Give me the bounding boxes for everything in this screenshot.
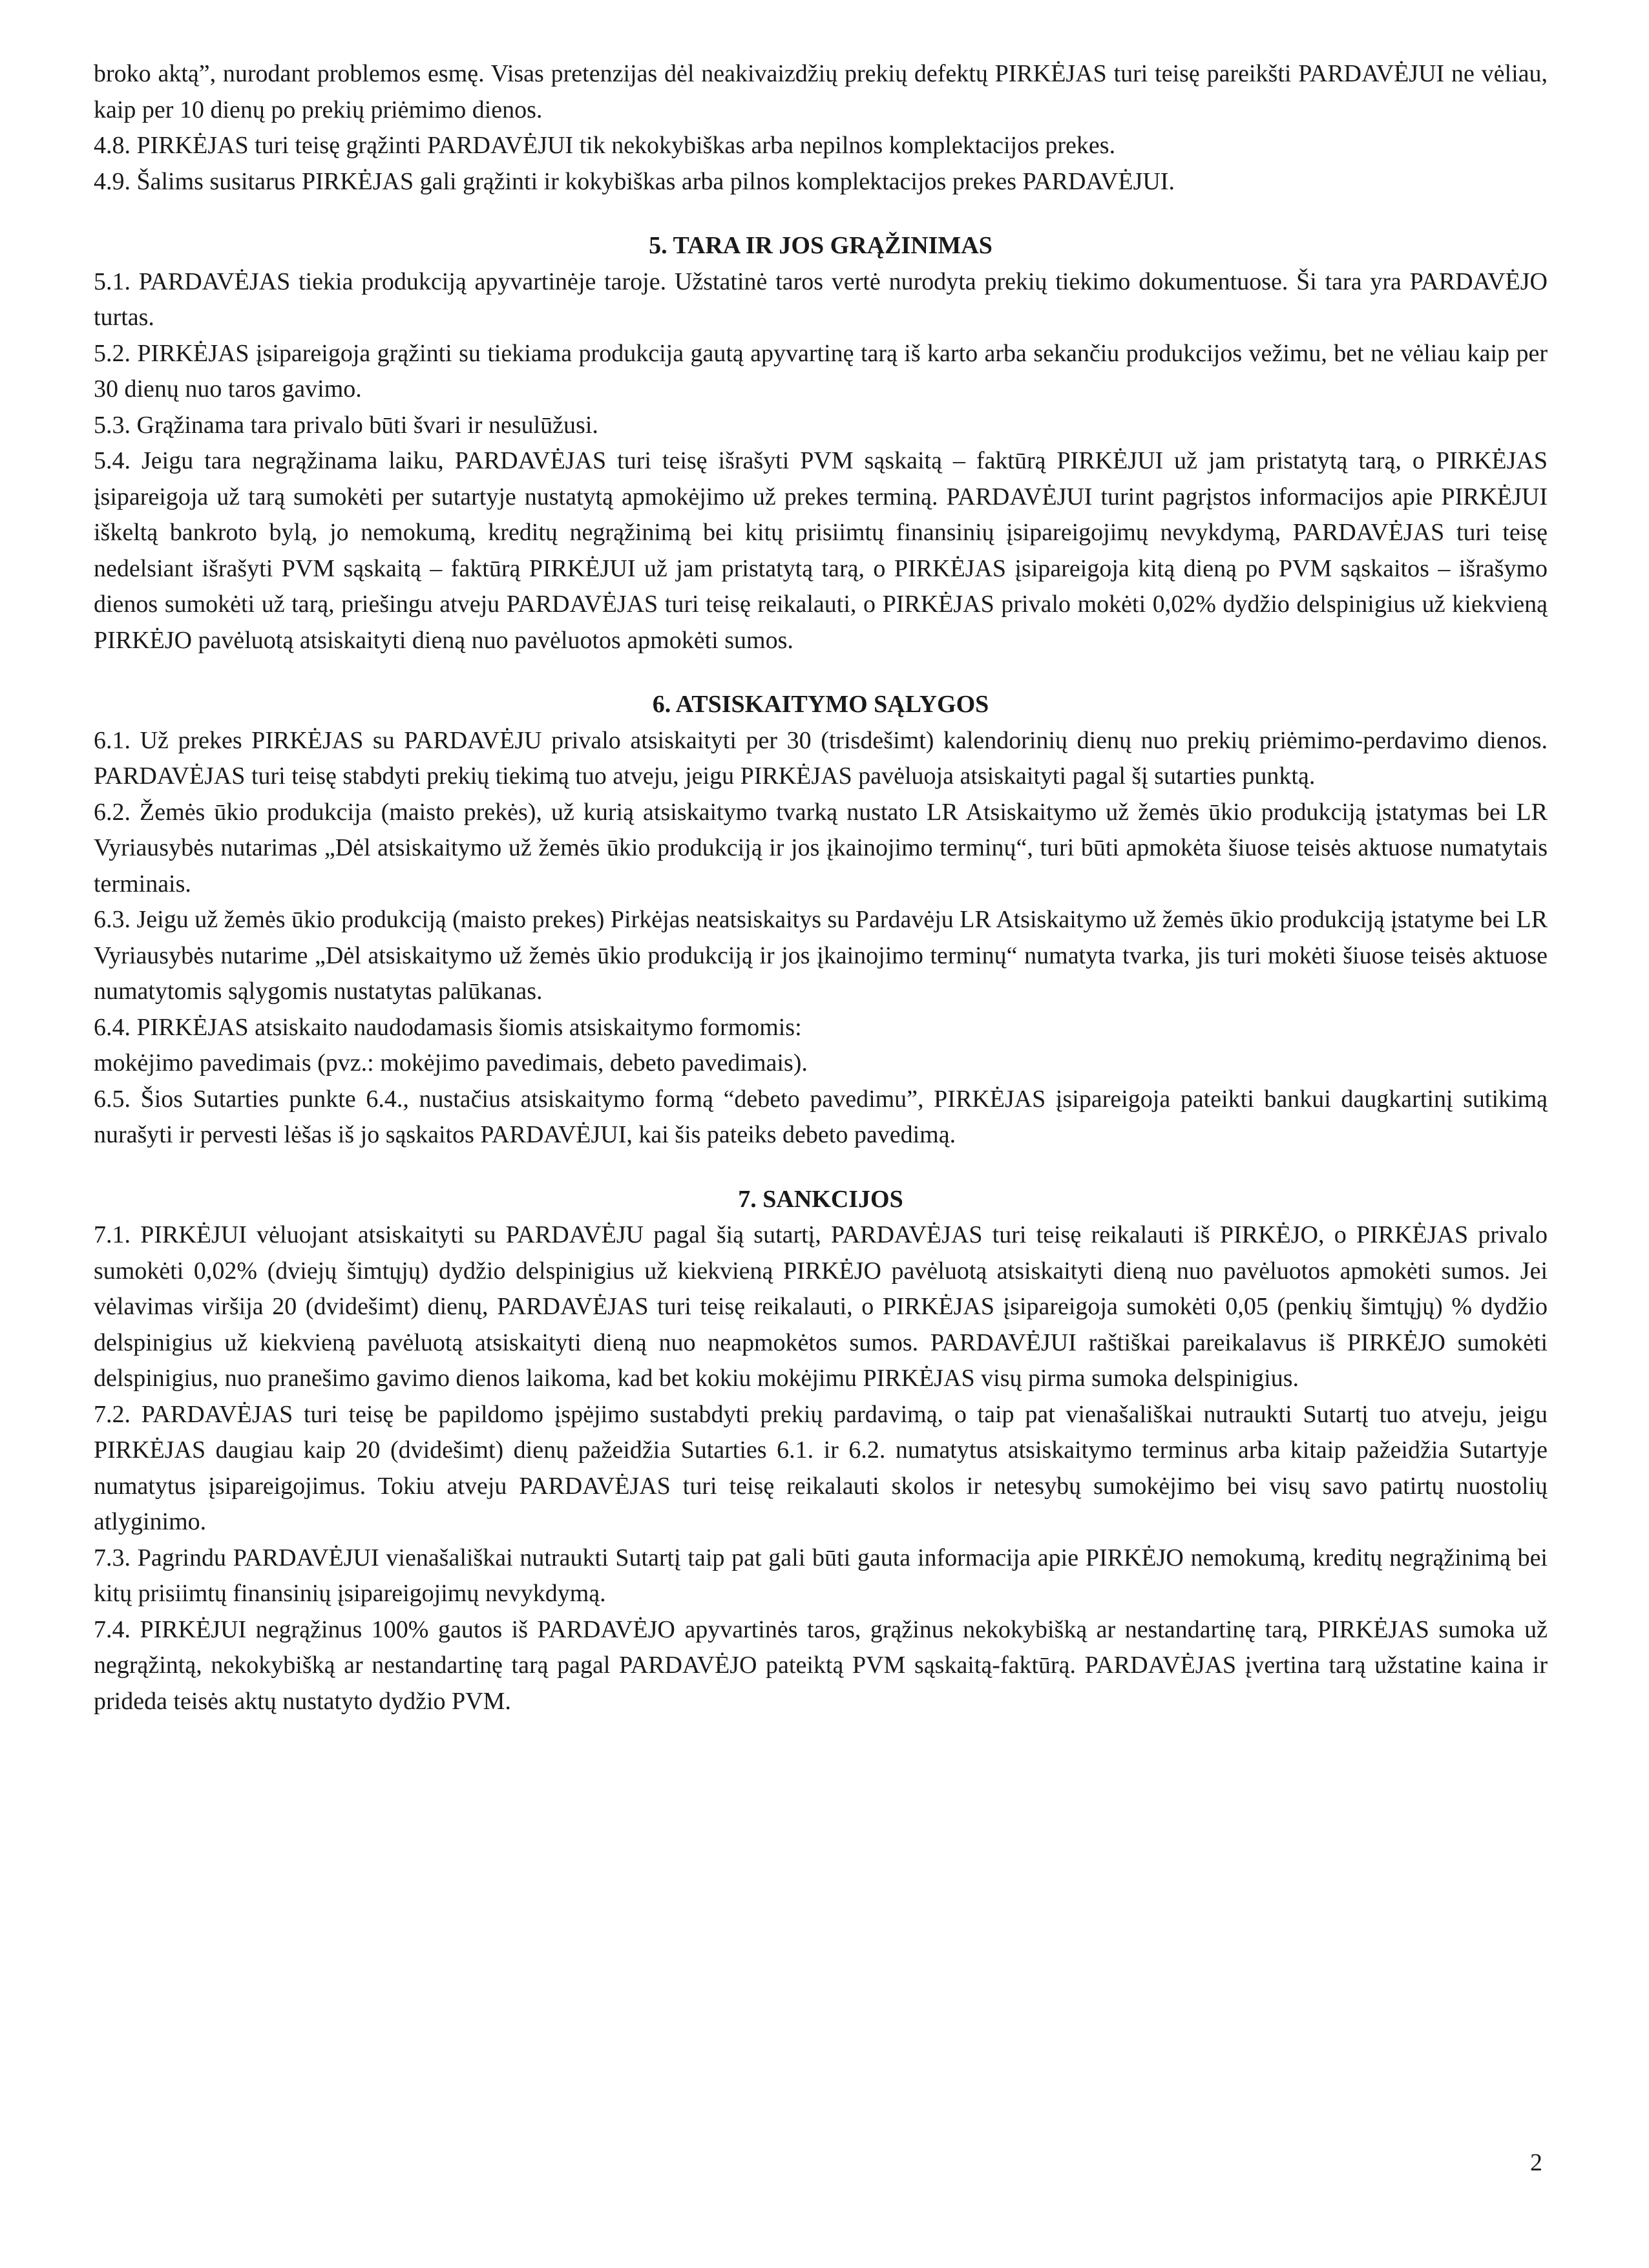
paragraph-7-1: 7.1. PIRKĖJUI vėluojant atsiskaityti su PARDAVĖJU pagal šią sutartį, PARDAVĖJAS turi teisę reikalauti iš PIRKĖJO, o PIRKĖJAS privalo sumokėti 0,02% (dviejų šimtųjų) dydžio delspinigius už kiekvieną PIRKĖJO pavėluotą atsiskaityti dieną nuo pavėluotos apmokėti sumos. Jei vėlavimas viršija 20 (dvidešimt) dienų, PARDAVĖJAS turi teisę reikalauti, o PIRKĖJAS įsipareigoja sumokėti 0,05 (penkių šimtųjų) % dydžio delspinigius už kiekvieną pavėluotą atsiskaityti dieną nuo neapmokėtos sumos. PARDAVĖJUI raštiškai pareikalavus iš PIRKĖJO sumokėti delspinigius, nuo pranešimo gavimo dienos laikoma, kad bet kokiu mokėjimu PIRKĖJAS visų pirma sumoka delspinigius. xyxy=(94,1221,1548,1392)
paragraph-5-2: 5.2. PIRKĖJAS įsipareigoja grąžinti su tiekiama produkcija gautą apyvartinę tarą iš karto arba sekančiu produkcijos vežimu, bet ne vėliau kaip per 30 dienų nuo taros gavimo. xyxy=(94,339,1548,403)
paragraph-5-4: 5.4. Jeigu tara negrąžinama laiku, PARDAVĖJAS turi teisę išrašyti PVM sąskaitą – faktūrą PIRKĖJUI už jam pristatytą tarą, o PIRKĖJAS įsipareigoja už tarą sumokėti per sutartyje nustatytą apmokėjimo už prekes terminą. PARDAVĖJUI turint pagrįstos informacijos apie PIRKĖJUI iškeltą bankroto bylą, jo nemokumą, kreditų negrąžinimą bei kitų prisiimtų finansinių įsipareigojimų nevykdymą, PARDAVĖJAS turi teisę nedelsiant išrašyti PVM sąskaitą – faktūrą PIRKĖJUI už jam pristatytą tarą, o PIRKĖJAS įsipareigoja kitą dieną po PVM sąskaitos – išrašymo dienos sumokėti už tarą, priešingu atveju PARDAVĖJAS turi teisę reikalauti, o PIRKĖJAS privalo mokėti 0,02% dydžio delspinigius už kiekvieną PIRKĖJO pavėluotą atsiskaityti dieną nuo pavėluotos apmokėti sumos. xyxy=(94,447,1548,654)
paragraph-5-3: 5.3. Grąžinama tara privalo būti švari ir nesulūžusi. xyxy=(94,411,598,439)
paragraph-6-5: 6.5. Šios Sutarties punkte 6.4., nustačius atsiskaitymo formą “debeto pavedimu”, PIRKĖJAS įsipareigoja pateikti bankui daugkartinį sutikimą nurašyti ir pervesti lėšas iš jo sąskaitos PARDAVĖJUI, kai šis pateiks debeto pavedimą. xyxy=(94,1085,1548,1148)
paragraph-7-3: 7.3. Pagrindu PARDAVĖJUI vienašališkai nutraukti Sutartį taip pat gali būti gauta informacija apie PIRKĖJO nemokumą, kreditų negrąžinimą bei kitų prisiimtų finansinių įsipareigojimų nevykdymą. xyxy=(94,1544,1548,1607)
paragraph-4-7-continuation: broko aktą”, nurodant problemos esmę. Visas pretenzijas dėl neakivaizdžių prekių defektų PIRKĖJAS turi teisę pareikšti PARDAVĖJUI ne vėliau, kaip per 10 dienų po prekių priėmimo dienos. xyxy=(94,60,1548,123)
paragraph-4-8: 4.8. PIRKĖJAS turi teisę grąžinti PARDAVĖJUI tik nekokybiškas arba nepilnos komplektacijos prekes. xyxy=(94,132,1116,159)
paragraph-6-2: 6.2. Žemės ūkio produkcija (maisto prekės), už kurią atsiskaitymo tvarką nustato LR Atsiskaitymo už žemės ūkio produkciją įstatymas bei LR Vyriausybės nutarimas „Dėl atsiskaitymo už žemės ūkio produkciją ir jos įkainojimo terminų“, turi būti apmokėta šiuose teisės aktuose numatytais terminais. xyxy=(94,798,1548,898)
section-5-heading: 5. TARA IR JOS GRĄŽINIMAS xyxy=(649,232,993,259)
paragraph-7-2: 7.2. PARDAVĖJAS turi teisę be papildomo įspėjimo sustabdyti prekių pardavimą, o taip pat vienašališkai nutraukti Sutartį tuo atveju, jeigu PIRKĖJAS daugiau kaip 20 (dvidešimt) dienų pažeidžia Sutarties 6.1. ir 6.2. numatytus atsiskaitymo terminus arba kitaip pažeidžia Sutartyje numatytus įsipareigojimus. Tokiu atveju PARDAVĖJAS turi teisę reikalauti skolos ir netesybų sumokėjimo bei visų savo patirtų nuostolių atlyginimo. xyxy=(94,1400,1548,1535)
paragraph-4-9: 4.9. Šalims susitarus PIRKĖJAS gali grąžinti ir kokybiškas arba pilnos komplektacijos prekes PARDAVĖJUI. xyxy=(94,167,1175,195)
paragraph-7-4: 7.4. PIRKĖJUI negrąžinus 100% gautos iš PARDAVĖJO apyvartinės taros, grąžinus nekokybišką ar nestandartinę tarą, PIRKĖJAS sumoka už negrąžintą, nekokybišką ar nestandartinę tarą pagal PARDAVĖJO pateiktą PVM sąskaitą-faktūrą. PARDAVĖJAS įvertina tarą užstatine kaina ir prideda teisės aktų nustatyto dydžio PVM. xyxy=(94,1615,1548,1715)
section-7-heading: 7. SANKCIJOS xyxy=(738,1185,903,1213)
paragraph-5-1: 5.1. PARDAVĖJAS tiekia produkciją apyvartinėje taroje. Užstatinė taros vertė nurodyta prekių tiekimo dokumentuose. Ši tara yra PARDAVĖJO turtas. xyxy=(94,268,1548,331)
paragraph-6-4: 6.4. PIRKĖJAS atsiskaito naudodamasis šiomis atsiskaitymo formomis: xyxy=(94,1013,802,1041)
page-number: 2 xyxy=(1530,2149,1542,2176)
section-6-heading: 6. ATSISKAITYMO SĄLYGOS xyxy=(652,691,989,718)
paragraph-6-3: 6.3. Jeigu už žemės ūkio produkciją (maisto prekes) Pirkėjas neatsiskaitys su Pardavėju LR Atsiskaitymo už žemės ūkio produkciją įstatyme bei LR Vyriausybės nutarime „Dėl atsiskaitymo už žemės ūkio produkciją ir jos įkainojimo terminų“ numatyta tvarka, jis turi mokėti šiuose teisės aktuose numatytomis sąlygomis nustatytas palūkanas. xyxy=(94,906,1548,1005)
document-body xyxy=(94,56,1548,1719)
paragraph-6-1: 6.1. Už prekes PIRKĖJAS su PARDAVĖJU privalo atsiskaityti per 30 (trisdešimt) kalendorinių dienų nuo prekių priėmimo-perdavimo dienos. PARDAVĖJAS turi teisę stabdyti prekių tiekimą tuo atveju, jeigu PIRKĖJAS pavėluoja atsiskaityti pagal šį sutarties punktą. xyxy=(94,726,1548,790)
paragraph-6-4-forms: mokėjimo pavedimais (pvz.: mokėjimo pavedimais, debeto pavedimais). xyxy=(94,1049,808,1076)
